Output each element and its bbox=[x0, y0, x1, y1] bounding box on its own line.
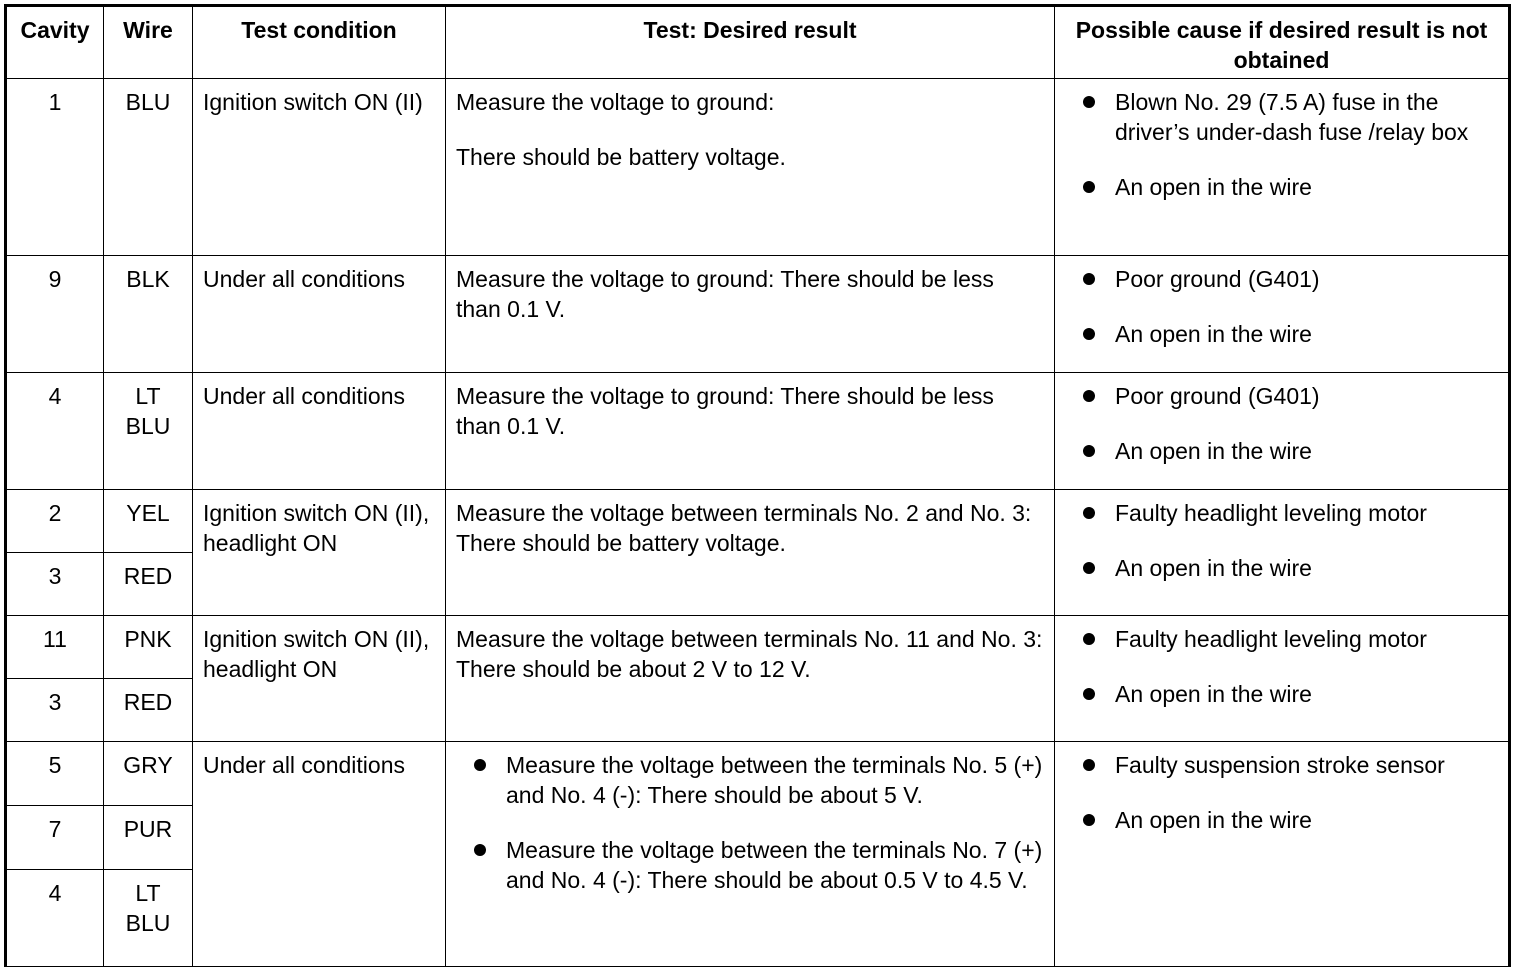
header-cavity: Cavity bbox=[7, 7, 104, 79]
condition-cell: Under all conditions bbox=[193, 373, 446, 490]
cause-item: An open in the wire bbox=[1065, 436, 1498, 466]
bullet-icon bbox=[1083, 814, 1095, 826]
bullet-icon bbox=[1083, 390, 1095, 402]
condition-cell: Ignition switch ON (II), headlight ON bbox=[193, 490, 446, 616]
header-wire: Wire bbox=[104, 7, 193, 79]
bullet-icon bbox=[1083, 445, 1095, 457]
cavity-cell: 7 bbox=[7, 806, 104, 870]
diagnostic-table bbox=[6, 6, 1509, 967]
result-cell: Measure the voltage between terminals No. 2 and No. 3: There should be battery voltage. bbox=[446, 490, 1055, 616]
cause-item: Poor ground (G401) bbox=[1065, 381, 1498, 411]
cause-item: An open in the wire bbox=[1065, 553, 1498, 583]
cause-item: An open in the wire bbox=[1065, 679, 1498, 709]
result-cell bbox=[446, 742, 1055, 967]
cavity-cell: 9 bbox=[7, 256, 104, 373]
cause-cell bbox=[1055, 256, 1509, 373]
cause-cell bbox=[1055, 490, 1509, 616]
header-row bbox=[7, 7, 1509, 79]
cause-item: Faulty suspension stroke sensor bbox=[1065, 750, 1498, 780]
wire-cell: LT BLU bbox=[104, 870, 193, 967]
result-line: Measure the voltage to ground: bbox=[456, 89, 775, 115]
cause-item: Faulty headlight leveling motor bbox=[1065, 624, 1498, 654]
table-row bbox=[7, 256, 1509, 373]
bullet-icon bbox=[1083, 562, 1095, 574]
cause-cell bbox=[1055, 742, 1509, 967]
cause-item: Blown No. 29 (7.5 A) fuse in the driver’s under-dash fuse /relay box bbox=[1065, 87, 1498, 147]
result-item: Measure the voltage between the terminals No. 5 (+) and No. 4 (-): There should be about 5 V. bbox=[456, 750, 1044, 810]
cause-item: An open in the wire bbox=[1065, 319, 1498, 349]
cavity-cell: 2 bbox=[7, 490, 104, 553]
condition-cell: Ignition switch ON (II), headlight ON bbox=[193, 616, 446, 742]
header-desired-result: Test: Desired result bbox=[446, 7, 1055, 79]
table-row bbox=[7, 79, 1509, 256]
bullet-icon bbox=[1083, 688, 1095, 700]
cavity-cell: 3 bbox=[7, 679, 104, 742]
bullet-icon bbox=[1083, 633, 1095, 645]
wire-cell: GRY bbox=[104, 742, 193, 806]
table-row bbox=[7, 742, 1509, 806]
bullet-icon bbox=[1083, 96, 1095, 108]
wire-cell: PNK bbox=[104, 616, 193, 679]
table-row bbox=[7, 490, 1509, 553]
cavity-cell: 11 bbox=[7, 616, 104, 679]
cause-item: Poor ground (G401) bbox=[1065, 264, 1498, 294]
result-cell: Measure the voltage between terminals No. 11 and No. 3: There should be about 2 V to 12 V. bbox=[446, 616, 1055, 742]
bullet-icon bbox=[1083, 507, 1095, 519]
cause-cell bbox=[1055, 79, 1509, 256]
cause-item: An open in the wire bbox=[1065, 805, 1498, 835]
result-cell: Measure the voltage to ground: There should be less than 0.1 V. bbox=[446, 373, 1055, 490]
bullet-icon bbox=[1083, 328, 1095, 340]
wire-cell: LT BLU bbox=[104, 373, 193, 490]
result-cell bbox=[446, 79, 1055, 256]
bullet-icon bbox=[1083, 273, 1095, 285]
cause-cell bbox=[1055, 373, 1509, 490]
cause-cell bbox=[1055, 616, 1509, 742]
wire-cell: BLK bbox=[104, 256, 193, 373]
wire-cell: PUR bbox=[104, 806, 193, 870]
wire-cell: RED bbox=[104, 679, 193, 742]
cause-item: Faulty headlight leveling motor bbox=[1065, 498, 1498, 528]
cavity-cell: 1 bbox=[7, 79, 104, 256]
wire-cell: RED bbox=[104, 553, 193, 616]
cavity-cell: 3 bbox=[7, 553, 104, 616]
cavity-cell: 4 bbox=[7, 870, 104, 967]
bullet-icon bbox=[1083, 181, 1095, 193]
header-test-condition: Test condition bbox=[193, 7, 446, 79]
wire-cell: BLU bbox=[104, 79, 193, 256]
cavity-cell: 5 bbox=[7, 742, 104, 806]
result-line: There should be battery voltage. bbox=[456, 144, 786, 170]
table-row bbox=[7, 616, 1509, 679]
header-possible-cause: Possible cause if desired result is not obtained bbox=[1055, 7, 1509, 79]
bullet-icon bbox=[1083, 759, 1095, 771]
result-cell: Measure the voltage to ground: There should be less than 0.1 V. bbox=[446, 256, 1055, 373]
condition-cell: Ignition switch ON (II) bbox=[193, 79, 446, 256]
condition-cell: Under all conditions bbox=[193, 742, 446, 967]
condition-cell: Under all conditions bbox=[193, 256, 446, 373]
result-item: Measure the voltage between the terminals No. 7 (+) and No. 4 (-): There should be about 0.5 V to 4.5 V. bbox=[456, 835, 1044, 895]
cause-item: An open in the wire bbox=[1065, 172, 1498, 202]
wire-cell: YEL bbox=[104, 490, 193, 553]
table-row bbox=[7, 373, 1509, 490]
bullet-icon bbox=[474, 844, 486, 856]
cavity-cell: 4 bbox=[7, 373, 104, 490]
bullet-icon bbox=[474, 759, 486, 771]
